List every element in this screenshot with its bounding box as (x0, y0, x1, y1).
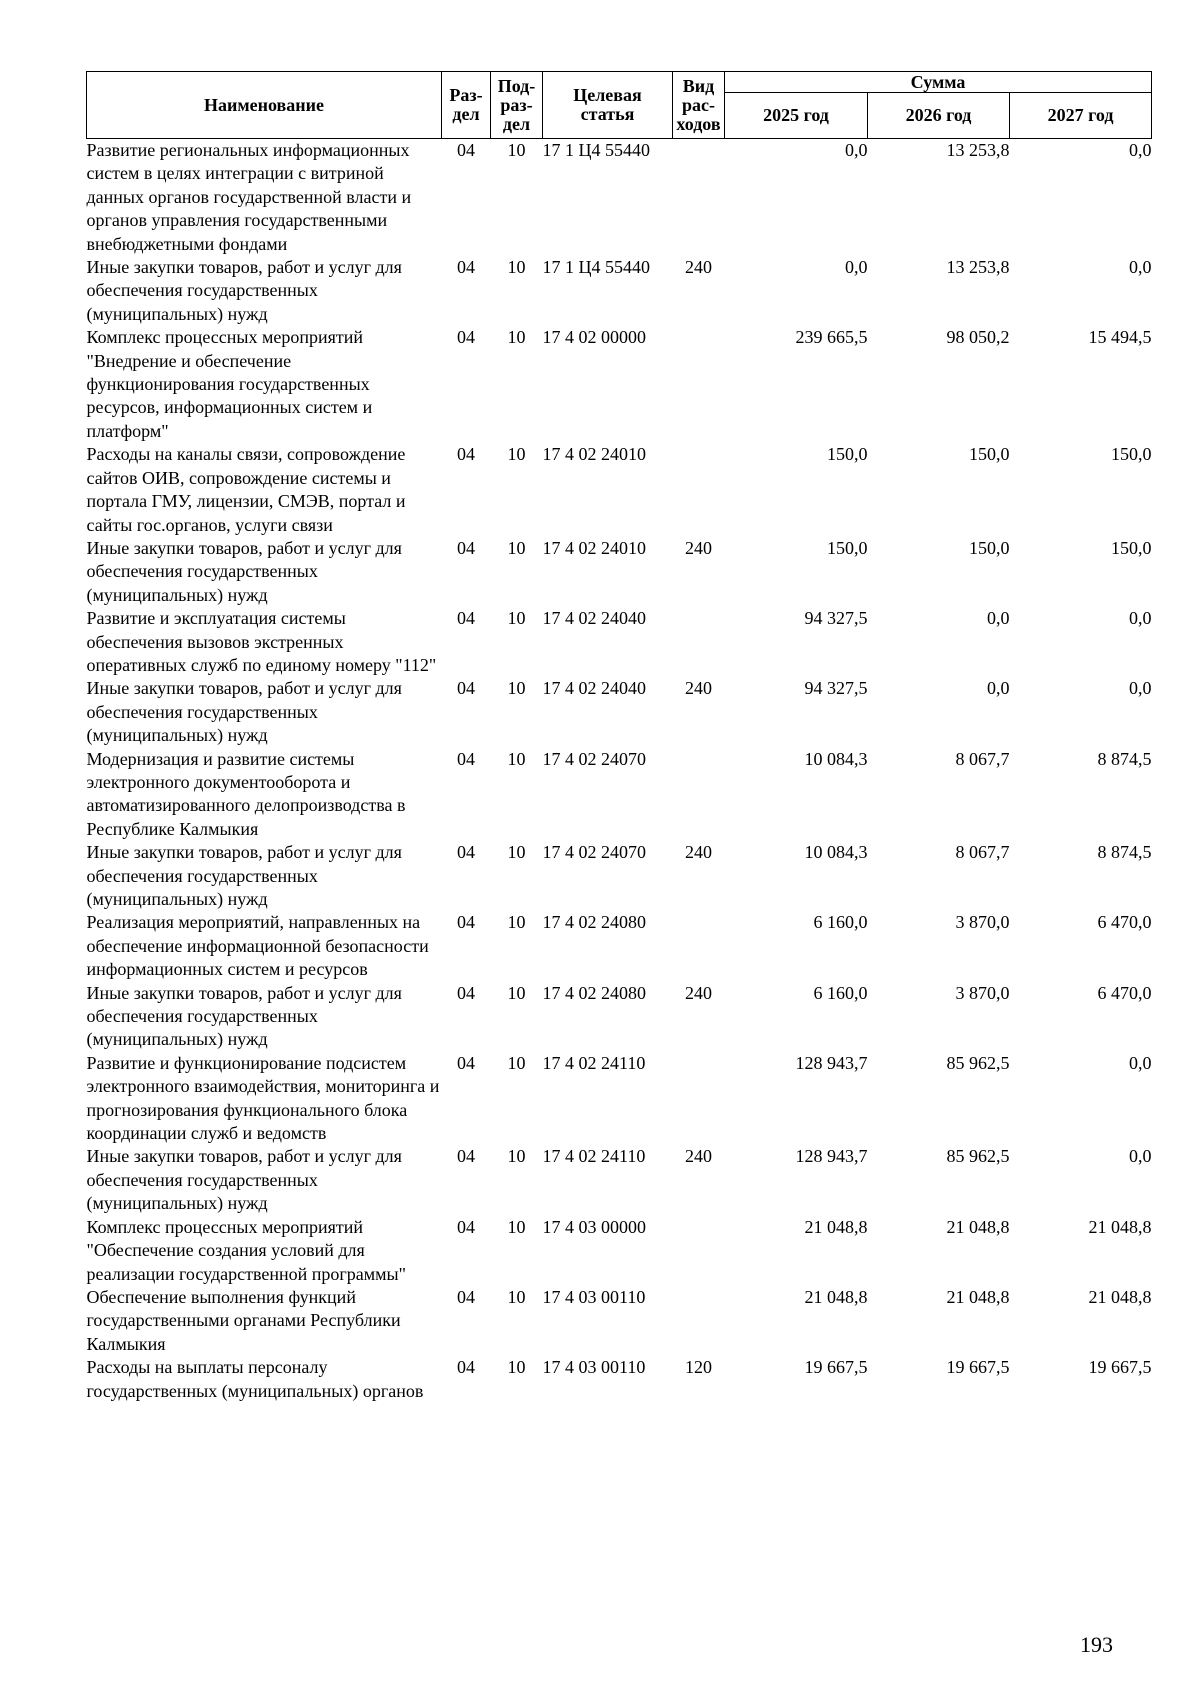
table-row (87, 1052, 1152, 1146)
cell-celevaya: 17 4 02 24010 (542, 444, 646, 465)
cell-2027: 0,0 (1129, 678, 1152, 699)
cell-name: Иные закупки товаров, работ и услуг для обеспечения государственных (муниципальных) нужд (86, 257, 402, 324)
cell-vid (673, 1216, 725, 1286)
table-header (87, 72, 1152, 139)
cell-2025: 94 327,5 (804, 678, 868, 699)
cell-2025: 10 084,3 (804, 748, 868, 769)
header-vid (673, 72, 725, 139)
cell-name: Расходы на каналы связи, сопровождение сайтов ОИВ, сопровождение системы и портала ГМУ, лицензии, СМЭВ, портал и сайты гос.органов, услуги связи (86, 444, 406, 535)
cell-razdel: 04 (457, 1357, 475, 1378)
cell-2027: 6 470,0 (1097, 982, 1152, 1003)
table-row (87, 841, 1152, 911)
cell-2026: 13 253,8 (946, 140, 1010, 160)
cell-celevaya: 17 1 Ц4 55440 (542, 257, 650, 278)
cell-razdel: 04 (457, 1216, 475, 1237)
cell-2027: 15 494,5 (1088, 327, 1152, 348)
cell-2025: 0,0 (845, 257, 868, 278)
cell-name: Иные закупки товаров, работ и услуг для обеспечения государственных (муниципальных) нужд (86, 537, 402, 605)
cell-name: Иные закупки товаров, работ и услуг для обеспечения государственных (муниципальных) нужд (86, 678, 402, 746)
cell-razdel: 04 (457, 1286, 475, 1307)
header-year-2027: 2027 год (1010, 93, 1152, 139)
cell-2026: 21 048,8 (946, 1216, 1010, 1237)
cell-celevaya: 17 4 03 00110 (542, 1357, 646, 1378)
cell-celevaya: 17 1 Ц4 55440 (542, 140, 650, 160)
cell-name: Развитие и функционирование подсистем электронного взаимодействия, мониторинга и прогнозирования функционального блока координации служб и ведомств (86, 1052, 440, 1144)
cell-2025: 94 327,5 (804, 608, 868, 629)
cell-podrazdel: 10 (507, 748, 526, 769)
table-row (87, 982, 1152, 1052)
cell-name: Развитие и эксплуатация системы обеспечения вызовов экстренных оперативных служб по единому номеру "112" (86, 608, 437, 675)
cell-vid: 240 (685, 678, 712, 699)
cell-podrazdel: 10 (507, 1216, 526, 1237)
cell-2025: 6 160,0 (813, 982, 868, 1003)
cell-vid: 240 (685, 982, 712, 1003)
cell-vid: 240 (685, 842, 712, 863)
cell-podrazdel: 10 (507, 257, 526, 278)
cell-vid (673, 1052, 725, 1146)
header-celevaya-label: Целевая статья (573, 85, 642, 124)
cell-podrazdel: 10 (507, 1357, 526, 1378)
cell-2026: 0,0 (987, 678, 1010, 699)
cell-2025: 239 665,5 (795, 327, 868, 348)
cell-podrazdel: 10 (507, 444, 526, 465)
cell-podrazdel: 10 (507, 537, 526, 558)
cell-vid (673, 326, 725, 443)
table-row (87, 1145, 1152, 1215)
cell-2026: 13 253,8 (946, 257, 1010, 278)
table-row (87, 677, 1152, 747)
cell-razdel: 04 (457, 608, 475, 629)
cell-podrazdel: 10 (507, 912, 526, 933)
cell-celevaya: 17 4 02 24080 (542, 982, 646, 1003)
cell-2025: 10 084,3 (804, 842, 868, 863)
cell-razdel: 04 (457, 140, 475, 160)
cell-celevaya: 17 4 02 24080 (542, 912, 646, 933)
cell-razdel: 04 (457, 982, 475, 1003)
cell-razdel: 04 (457, 1052, 475, 1073)
table-row (87, 1356, 1152, 1403)
cell-2026: 3 870,0 (955, 982, 1010, 1003)
cell-podrazdel: 10 (507, 1146, 526, 1167)
cell-2027: 0,0 (1129, 140, 1152, 160)
cell-vid (673, 911, 725, 981)
cell-vid: 240 (685, 257, 712, 278)
cell-razdel: 04 (457, 678, 475, 699)
cell-podrazdel: 10 (507, 1052, 526, 1073)
cell-2027: 150,0 (1111, 537, 1152, 558)
cell-2026: 150,0 (969, 444, 1010, 465)
table-row (87, 911, 1152, 981)
header-celevaya (543, 72, 673, 139)
cell-name: Иные закупки товаров, работ и услуг для обеспечения государственных (муниципальных) нужд (86, 982, 402, 1050)
cell-2027: 21 048,8 (1088, 1286, 1152, 1307)
header-podrazdel (491, 72, 543, 139)
cell-podrazdel: 10 (507, 842, 526, 863)
cell-vid (673, 443, 725, 537)
header-name: Наименование (87, 72, 442, 139)
cell-celevaya: 17 4 02 24040 (542, 608, 646, 629)
header-podrazdel-label: Под- раз- дел (497, 75, 536, 134)
table-row (87, 326, 1152, 443)
cell-celevaya: 17 4 02 24110 (542, 1146, 646, 1167)
cell-name: Обеспечение выполнения функций государственными органами Республики Калмыкия (86, 1286, 401, 1354)
table-row (87, 748, 1152, 842)
header-razdel-label: Раз- дел (449, 85, 483, 124)
cell-celevaya: 17 4 02 24070 (542, 842, 646, 863)
table-row (87, 607, 1152, 677)
header-vid-label: Вид рас- ходов (676, 75, 721, 134)
cell-2026: 150,0 (969, 537, 1010, 558)
cell-razdel: 04 (457, 327, 475, 348)
cell-podrazdel: 10 (507, 678, 526, 699)
table-body (87, 139, 1152, 1403)
header-year-2025: 2025 год (725, 93, 868, 139)
cell-name: Комплекс процессных мероприятий "Обеспечение создания условий для реализации государственной программы" (86, 1216, 406, 1284)
cell-razdel: 04 (457, 842, 475, 863)
cell-celevaya: 17 4 02 24110 (542, 1052, 646, 1073)
cell-razdel: 04 (457, 537, 475, 558)
cell-2025: 21 048,8 (804, 1286, 868, 1307)
cell-2027: 0,0 (1129, 608, 1152, 629)
table-row (87, 1216, 1152, 1286)
cell-2025: 150,0 (827, 444, 868, 465)
cell-2026: 8 067,7 (955, 748, 1010, 769)
cell-2026: 98 050,2 (946, 327, 1010, 348)
cell-vid (673, 1286, 725, 1356)
table-row (87, 443, 1152, 537)
cell-2027: 0,0 (1129, 1052, 1152, 1073)
table-row (87, 1286, 1152, 1356)
cell-2027: 6 470,0 (1097, 912, 1152, 933)
cell-name: Комплекс процессных мероприятий "Внедрение и обеспечение функционирования государственных ресурсов, информационных систем и платформ" (86, 327, 373, 441)
cell-vid: 240 (685, 537, 712, 558)
cell-podrazdel: 10 (507, 140, 526, 160)
cell-2025: 21 048,8 (804, 1216, 868, 1237)
cell-razdel: 04 (457, 257, 475, 278)
cell-2025: 0,0 (845, 140, 868, 160)
cell-celevaya: 17 4 02 24010 (542, 537, 646, 558)
cell-2027: 21 048,8 (1088, 1216, 1152, 1237)
cell-celevaya: 17 4 03 00000 (542, 1216, 646, 1237)
page-number: 193 (1080, 1632, 1113, 1657)
cell-vid (673, 139, 725, 257)
cell-name: Иные закупки товаров, работ и услуг для обеспечения государственных (муниципальных) нужд (86, 842, 402, 909)
cell-2027: 0,0 (1129, 1146, 1152, 1167)
cell-2025: 6 160,0 (813, 912, 868, 933)
cell-name: Модернизация и развитие системы электронного документооборота и автоматизированного делопроизводства в Республике Калмыкия (86, 748, 406, 839)
header-summa: Сумма (725, 72, 1152, 93)
cell-name: Расходы на выплаты персоналу государственных (муниципальных) органов (86, 1357, 424, 1401)
cell-2026: 85 962,5 (946, 1052, 1010, 1073)
cell-podrazdel: 10 (507, 608, 526, 629)
cell-2026: 19 667,5 (946, 1357, 1010, 1378)
cell-2025: 128 943,7 (795, 1146, 868, 1167)
cell-name: Развитие региональных информационных систем в целях интеграции с витриной данных органов государственной власти и органов управления государственными внебюджетными фондами (86, 140, 412, 254)
table-row (87, 139, 1152, 257)
table-row (87, 537, 1152, 607)
cell-name: Реализация мероприятий, направленных на обеспечение информационной безопасности информационных систем и ресурсов (86, 912, 429, 980)
cell-celevaya: 17 4 02 00000 (542, 327, 646, 348)
cell-2027: 0,0 (1129, 257, 1152, 278)
cell-2027: 19 667,5 (1088, 1357, 1152, 1378)
budget-table (86, 71, 1152, 1403)
cell-2025: 128 943,7 (795, 1052, 868, 1073)
cell-name: Иные закупки товаров, работ и услуг для обеспечения государственных (муниципальных) нужд (86, 1146, 402, 1214)
cell-podrazdel: 10 (507, 327, 526, 348)
cell-2025: 150,0 (827, 537, 868, 558)
cell-razdel: 04 (457, 444, 475, 465)
cell-2026: 8 067,7 (955, 842, 1010, 863)
header-razdel (442, 72, 491, 139)
cell-2027: 8 874,5 (1097, 748, 1152, 769)
cell-2026: 0,0 (987, 608, 1010, 629)
cell-razdel: 04 (457, 1146, 475, 1167)
cell-razdel: 04 (457, 912, 475, 933)
cell-razdel: 04 (457, 748, 475, 769)
cell-2026: 85 962,5 (946, 1146, 1010, 1167)
cell-vid (673, 748, 725, 842)
cell-vid: 120 (685, 1357, 712, 1378)
cell-2026: 3 870,0 (955, 912, 1010, 933)
cell-vid: 240 (685, 1146, 712, 1167)
cell-podrazdel: 10 (507, 982, 526, 1003)
cell-podrazdel: 10 (507, 1286, 526, 1307)
cell-celevaya: 17 4 02 24070 (542, 748, 646, 769)
cell-2025: 19 667,5 (804, 1357, 868, 1378)
cell-2026: 21 048,8 (946, 1286, 1010, 1307)
cell-celevaya: 17 4 02 24040 (542, 678, 646, 699)
cell-vid (673, 607, 725, 677)
cell-celevaya: 17 4 03 00110 (542, 1286, 646, 1307)
header-year-2026: 2026 год (868, 93, 1010, 139)
table-row (87, 256, 1152, 326)
cell-2027: 8 874,5 (1097, 842, 1152, 863)
cell-2027: 150,0 (1111, 444, 1152, 465)
